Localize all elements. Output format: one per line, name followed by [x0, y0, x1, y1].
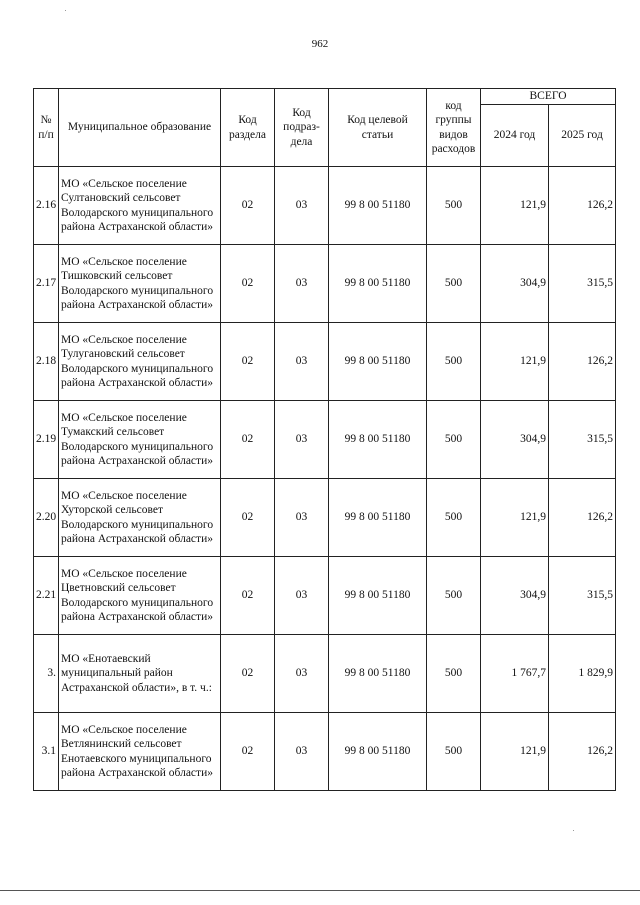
header-year-2024: 2024 год: [481, 105, 549, 167]
table-row: [34, 557, 616, 635]
row-number: 2.20: [34, 479, 59, 557]
expense-group: 500: [427, 557, 481, 635]
table-row: [34, 479, 616, 557]
section-code: 02: [221, 635, 275, 713]
amount-2025: 126,2: [549, 713, 616, 791]
table-row: [34, 713, 616, 791]
table-row: [34, 401, 616, 479]
header-num: № п/п: [34, 89, 59, 167]
header-year-2025: 2025 год: [549, 105, 616, 167]
expense-group: 500: [427, 479, 481, 557]
scan-speck: [65, 10, 66, 11]
amount-2024: 121,9: [481, 323, 549, 401]
section-code: 02: [221, 713, 275, 791]
target-code: 99 8 00 51180: [329, 479, 427, 557]
target-code: 99 8 00 51180: [329, 167, 427, 245]
section-code: 02: [221, 323, 275, 401]
row-number: 2.19: [34, 401, 59, 479]
table-row: [34, 167, 616, 245]
target-code: 99 8 00 51180: [329, 635, 427, 713]
table-row: [34, 245, 616, 323]
header-total: ВСЕГО: [481, 89, 616, 105]
target-code: 99 8 00 51180: [329, 245, 427, 323]
amount-2024: 121,9: [481, 167, 549, 245]
expense-group: 500: [427, 323, 481, 401]
amount-2025: 126,2: [549, 323, 616, 401]
subsection-code: 03: [275, 245, 329, 323]
amount-2024: 304,9: [481, 245, 549, 323]
amount-2025: 315,5: [549, 245, 616, 323]
page-bottom-line: [0, 890, 640, 891]
amount-2024: 304,9: [481, 557, 549, 635]
amount-2025: 1 829,9: [549, 635, 616, 713]
target-code: 99 8 00 51180: [329, 401, 427, 479]
target-code: 99 8 00 51180: [329, 557, 427, 635]
subsection-code: 03: [275, 713, 329, 791]
target-code: 99 8 00 51180: [329, 323, 427, 401]
row-number: 3.: [34, 635, 59, 713]
scan-speck: [573, 830, 574, 831]
municipality-name: МО «Енотаевский муниципальный район Астраханской области», в т. ч.:: [59, 635, 221, 713]
subsection-code: 03: [275, 479, 329, 557]
budget-table: [33, 88, 616, 791]
section-code: 02: [221, 245, 275, 323]
subsection-code: 03: [275, 635, 329, 713]
row-number: 2.17: [34, 245, 59, 323]
amount-2025: 315,5: [549, 401, 616, 479]
header-municipality: Муниципальное образование: [59, 89, 221, 167]
subsection-code: 03: [275, 557, 329, 635]
municipality-name: МО «Сельское поселение Цветновский сельсовет Володарского муниципального района Астраханской области»: [59, 557, 221, 635]
section-code: 02: [221, 479, 275, 557]
header-expense-group: код группы видов расходов: [427, 89, 481, 167]
expense-group: 500: [427, 713, 481, 791]
municipality-name: МО «Сельское поселение Хуторской сельсовет Володарского муниципального района Астраханской области»: [59, 479, 221, 557]
table-body: [34, 167, 616, 791]
amount-2024: 1 767,7: [481, 635, 549, 713]
expense-group: 500: [427, 401, 481, 479]
section-code: 02: [221, 557, 275, 635]
subsection-code: 03: [275, 323, 329, 401]
amount-2024: 121,9: [481, 479, 549, 557]
row-number: 2.21: [34, 557, 59, 635]
row-number: 2.18: [34, 323, 59, 401]
municipality-name: МО «Сельское поселение Тулугановский сельсовет Володарского муниципального района Астраханской области»: [59, 323, 221, 401]
amount-2025: 315,5: [549, 557, 616, 635]
subsection-code: 03: [275, 167, 329, 245]
target-code: 99 8 00 51180: [329, 713, 427, 791]
table-row: [34, 323, 616, 401]
amount-2025: 126,2: [549, 167, 616, 245]
subsection-code: 03: [275, 401, 329, 479]
row-number: 2.16: [34, 167, 59, 245]
amount-2025: 126,2: [549, 479, 616, 557]
header-target-code: Код целевой статьи: [329, 89, 427, 167]
amount-2024: 121,9: [481, 713, 549, 791]
header-section-code: Код раздела: [221, 89, 275, 167]
expense-group: 500: [427, 245, 481, 323]
section-code: 02: [221, 167, 275, 245]
header-subsection-code: Код подраз-дела: [275, 89, 329, 167]
expense-group: 500: [427, 635, 481, 713]
page-number: 962: [311, 38, 329, 50]
table-row: [34, 635, 616, 713]
municipality-name: МО «Сельское поселение Тумакский сельсовет Володарского муниципального района Астраханской области»: [59, 401, 221, 479]
section-code: 02: [221, 401, 275, 479]
amount-2024: 304,9: [481, 401, 549, 479]
municipality-name: МО «Сельское поселение Султановский сельсовет Володарского муниципального района Астраханской области»: [59, 167, 221, 245]
municipality-name: МО «Сельское поселение Тишковский сельсовет Володарского муниципального района Астраханской области»: [59, 245, 221, 323]
municipality-name: МО «Сельское поселение Ветлянинский сельсовет Енотаевского муниципального района Астраханской области»: [59, 713, 221, 791]
row-number: 3.1: [34, 713, 59, 791]
expense-group: 500: [427, 167, 481, 245]
